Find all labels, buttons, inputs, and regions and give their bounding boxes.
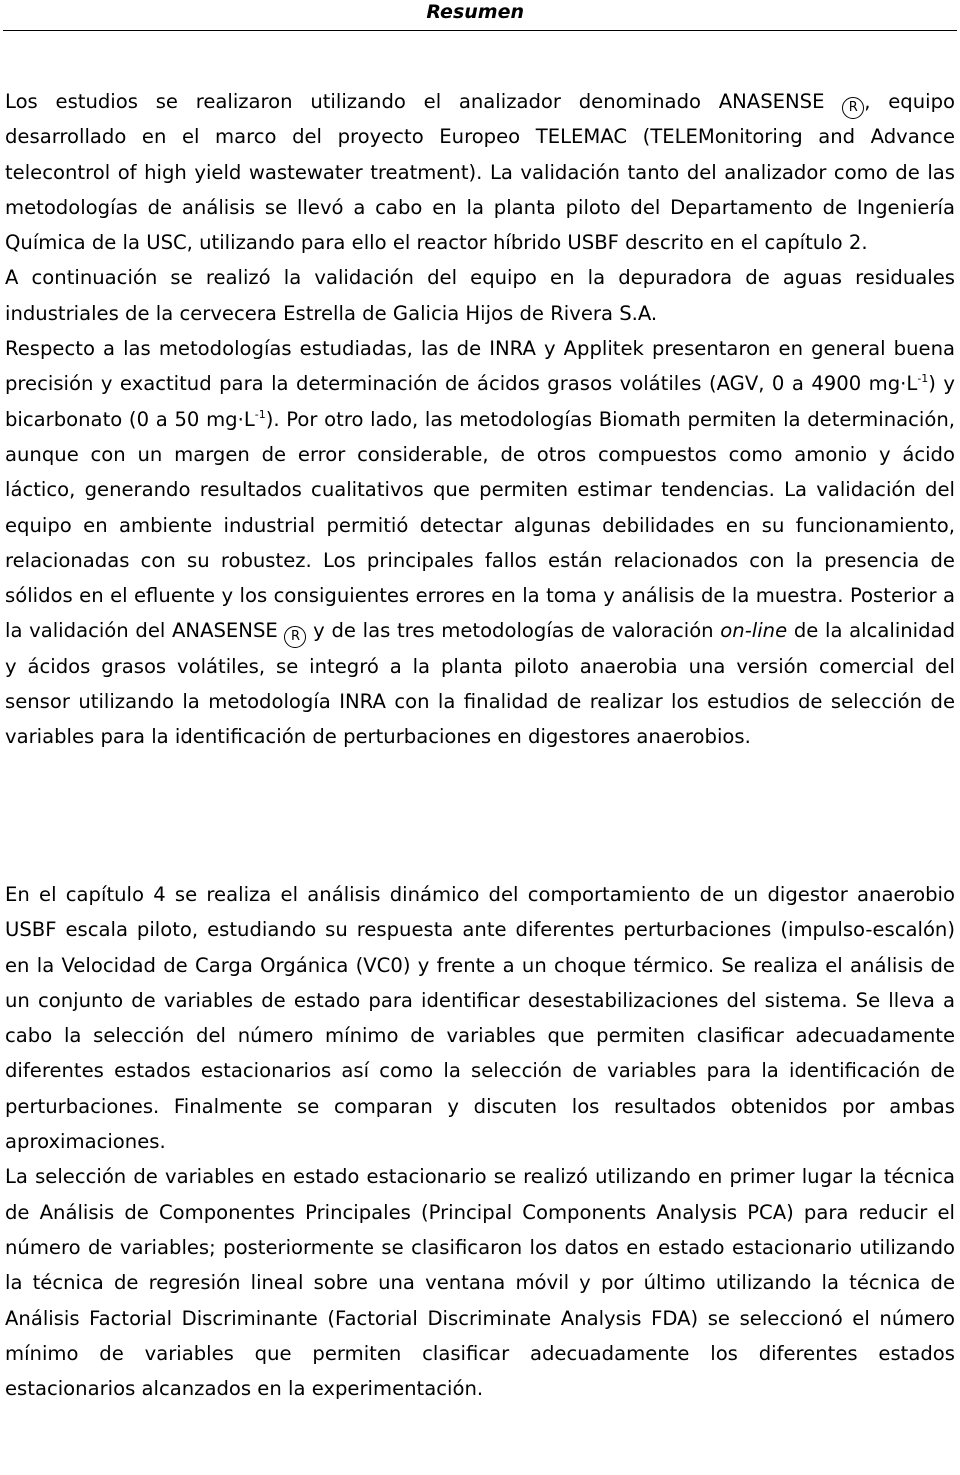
header-rule (3, 30, 957, 31)
text-run: ) y bicarbonato (0 a 50 mg·L (5, 372, 955, 431)
text-run: de la alcalinidad y ácidos grasos volátiles, se integró a la planta piloto anaerobia una versión comercial del sensor utilizando la metodología INRA con la finalidad de realizar los estudios de selección de variables para la identificación de perturbaciones en digestores anaerobios. (5, 619, 956, 749)
paragraph-industrial-validation: A continuación se realizó la validación del equipo en la depuradora de aguas residuales industriales de la cervecera Estrella de Galicia Hijos de Rivera S.A. (5, 266, 955, 325)
text-run: Respecto a las metodologías estudiadas, las de INRA y Applitek presentaron en general buena precisión y exactitud para la determinación de ácidos grasos volátiles (AGV, 0 a 4900 mg·L (5, 337, 955, 396)
superscript: -1 (917, 372, 929, 386)
abstract-section-2 (5, 877, 955, 1406)
italic-term: on-line (720, 619, 788, 643)
paragraph-variable-selection: La selección de variables en estado estacionario se realizó utilizando en primer lugar la técnica de Análisis de Componentes Principales (Principal Components Analysis PCA) para reducir el número de variables; posteriormente se clasificaron los datos en estado estacionario utilizando la técnica de regresión lineal sobre una ventana móvil y por último utilizando la técnica de Análisis Factorial Discriminante (Factorial Discriminate Analysis FDA) se seleccionó el número mínimo de variables que permiten clasificar adecuadamente los diferentes estados estacionarios alcanzados en la experimentación. (5, 1165, 955, 1401)
text-run: , equipo desarrollado en el marco del proyecto Europeo TELEMAC (TELEMonitoring and Advance telecontrol of high yield wastewater treatment). La validación tanto del analizador como de las metodologías de análisis se llevó a cabo en la planta piloto del Departamento de Ingeniería Química de la USC, utilizando para ello el reactor híbrido USBF descrito en el capítulo 2. (5, 90, 955, 255)
page-header-title: Resumen (426, 1, 524, 23)
paragraph-chapter-4: En el capítulo 4 se realiza el análisis dinámico del comportamiento de un digestor anaerobio USBF escala piloto, estudiando su respuesta ante diferentes perturbaciones (impulso-escalón) en la Velocidad de Carga Orgánica (VC0) y frente a un choque térmico. Se realiza el análisis de un conjunto de variables de estado para identificar desestabilizaciones del sistema. Se lleva a cabo la selección del número mínimo de variables que permiten clasificar adecuadamente diferentes estados estacionarios así como la selección de variables para la identificación de perturbaciones. Finalmente se comparan y discuten los resultados obtenidos por ambas aproximaciones. (5, 883, 955, 1154)
abstract-section-1 (5, 84, 955, 755)
text-run: ). Por otro lado, las metodologías Biomath permiten la determinación, aunque con un margen de error considerable, de otros compuestos como amonio y ácido láctico, generando resultados cualitativos que permiten estimar tendencias. La validación del equipo en ambiente industrial permitió detectar algunas debilidades en su funcionamiento, relacionadas con su robustez. Los principales fallos están relacionados con la presencia de sólidos en el efluente y los consiguientes errores en la toma y análisis de la muestra. Posterior a la validación del ANASENSE (5, 407, 955, 643)
registered-trademark-icon: R (842, 97, 864, 119)
paragraph-methodologies (5, 331, 955, 755)
paragraph-anasense-intro (5, 84, 955, 260)
text-run: Los estudios se realizaron utilizando el analizador denominado ANASENSE (5, 90, 825, 113)
registered-trademark-icon: R (284, 626, 306, 648)
text-run: y de las tres metodologías de valoración (306, 619, 721, 643)
superscript: -1 (254, 407, 266, 421)
